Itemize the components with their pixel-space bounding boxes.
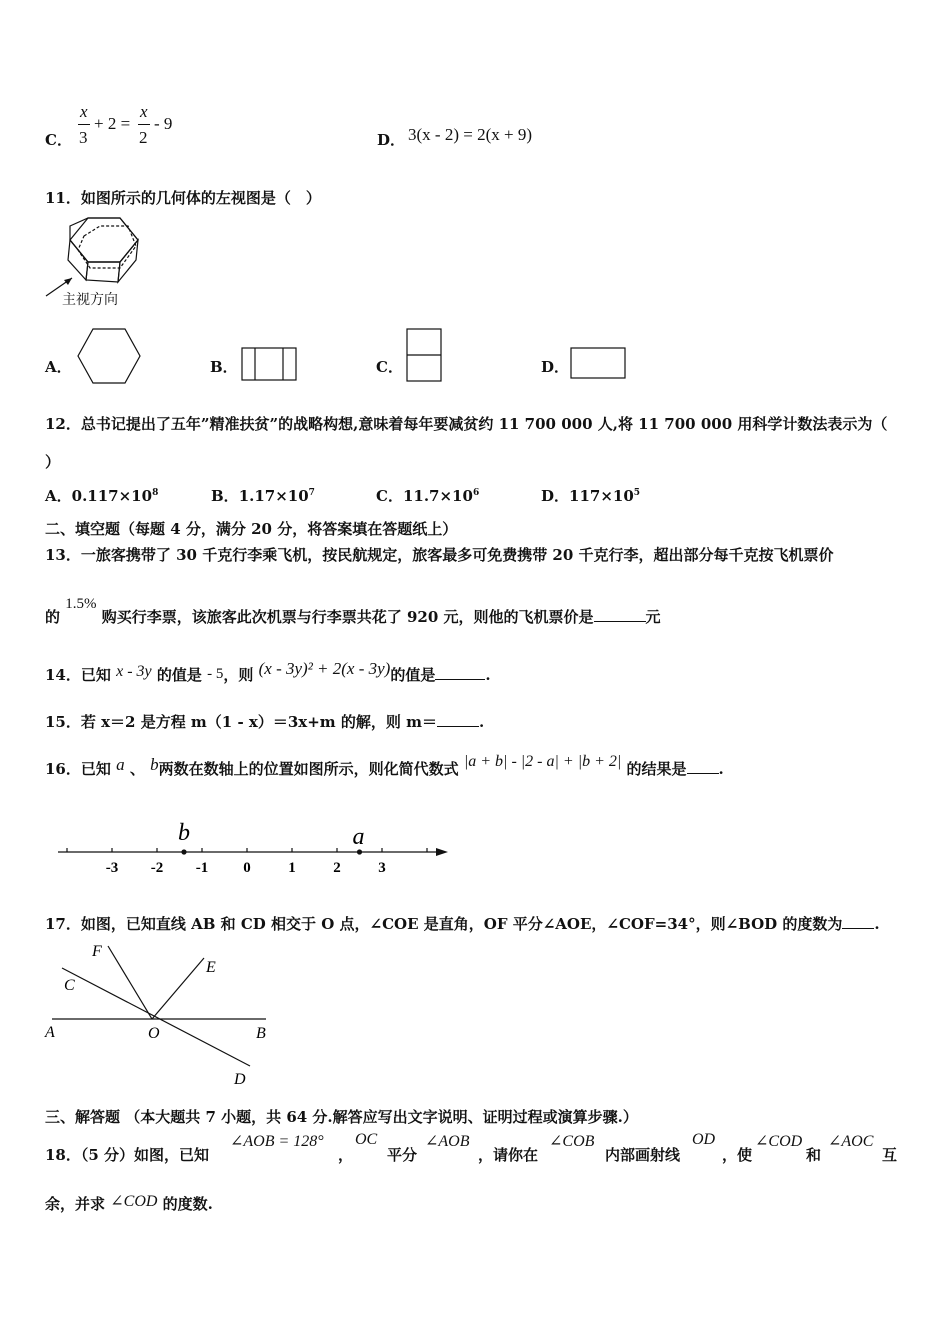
q10-option-d-label: D． (377, 131, 406, 149)
answer-blank[interactable] (435, 679, 485, 680)
q14-mid1: 的值是 (156, 666, 202, 684)
q10-c-mid: + 2 = (94, 114, 131, 133)
q18-draw: 内部画射线 (605, 1146, 681, 1164)
q16-var-b: b (150, 755, 159, 774)
q18-inside: ，请你在 (478, 1146, 539, 1164)
q10-c-den1: 3 (79, 128, 88, 147)
q10-c-tail: - 9 (154, 114, 173, 133)
label-d: D (234, 1071, 246, 1088)
option-label: C． (376, 487, 403, 505)
q18-line2 (45, 1193, 213, 1214)
tick-label: -3 (105, 860, 119, 876)
q12-option-d[interactable] (541, 485, 640, 506)
q18-cod: ∠COD (755, 1133, 803, 1150)
fraction-bar (138, 124, 150, 125)
q18-line2-end: 的度数. (162, 1195, 213, 1213)
q16-dot: . (718, 760, 724, 778)
line-cd (62, 968, 250, 1066)
q12-option-b[interactable] (211, 485, 315, 506)
option-exponent: 5 (633, 488, 641, 498)
q13-pre: 的 (45, 608, 61, 626)
q14-pre: 14．已知 (45, 666, 111, 684)
q18-pre: 18．（5 分）如图，已知 (45, 1146, 210, 1164)
q18-od: OD (692, 1131, 716, 1148)
q12-text-line1: 12．总书记提出了五年”精准扶贫”的战略构想,意味着每年要减贫约 11 700 000 人,将 11 700 000 用科学计数法表示为（ (45, 415, 888, 433)
q18-angle-aob-128: ∠AOB = 128° (230, 1133, 324, 1150)
q11-option-c-label: C． (376, 358, 403, 376)
q17-body: 17．如图，已知直线 AB 和 CD 相交于 O 点，∠COE 是直角，OF 平分∠AOE，∠COF=34°，则∠BOD 的度数为 (45, 915, 843, 933)
answer-blank[interactable] (842, 928, 874, 929)
q18-line2-pre: 余，并求 (45, 1195, 106, 1213)
q13-text-line1: 13．一旅客携带了 30 千克行李乘飞机，按民航规定，旅客最多可免费携带 20 千克行李，超出部分每千克按飞机票价 (45, 546, 834, 564)
answer-blank[interactable] (594, 621, 646, 622)
q10-c-num2: x (140, 102, 148, 121)
point-a (357, 849, 362, 854)
q10-option-c-label: C． (45, 131, 72, 149)
q15-dot: . (478, 713, 485, 731)
q15-body: 15．若 x＝2 是方程 m（1 - x）＝3x+m 的解，则 m＝ (45, 713, 437, 731)
q12-option-a[interactable] (45, 485, 158, 506)
q18-and: 和 (806, 1146, 822, 1164)
tick-label: 3 (378, 860, 386, 876)
q18-cod2: ∠COD (110, 1193, 158, 1210)
q16-pre: 16．已知 (45, 760, 111, 778)
q13-post: 购买行李票，该旅客此次机票与行李票共花了 920 元，则他的飞机票价是 (101, 608, 594, 626)
angle-figure (40, 938, 280, 1090)
q14-value: - 5 (207, 666, 224, 682)
q14-end: 的值是 (390, 666, 436, 684)
q16-end: 的结果是 (626, 760, 687, 778)
q16-var-a: a (116, 755, 125, 774)
option-base: 117×10 (569, 487, 634, 505)
option-base: 1.17×10 (238, 487, 309, 505)
q16-mid: 两数在数轴上的位置如图所示，则化简代数式 (158, 760, 459, 778)
q18-cob: ∠COB (549, 1133, 595, 1150)
q11-text: 11．如图所示的几何体的左视图是（ ） (45, 189, 321, 207)
tick-label: -1 (195, 860, 209, 876)
option-exponent: 8 (152, 488, 159, 498)
q16-expr: |a + b| - |2 - a| + |b + 2| (463, 753, 622, 770)
answer-blank[interactable] (687, 773, 719, 774)
q18-comma: ， (338, 1146, 354, 1164)
q18-aoc: ∠AOC (828, 1133, 874, 1150)
answer-blank[interactable] (437, 726, 479, 727)
q14-expr1: x - 3y (116, 663, 152, 680)
q10-option-d-expression: 3(x - 2) = 2(x + 9) (408, 125, 532, 144)
ray-of (108, 946, 152, 1019)
q12-text-line2: ） (45, 453, 61, 471)
fraction-bar (78, 124, 90, 125)
label-o: O (148, 1025, 160, 1042)
q10-c-num1: x (80, 102, 88, 121)
q11-option-a-label: A． (45, 358, 72, 376)
q18-so: ，使 (722, 1146, 753, 1164)
q14-dot: . (485, 666, 491, 684)
q18-mutual: 互 (882, 1146, 898, 1164)
q13-end: 元 (645, 608, 661, 626)
label-c: C (64, 977, 75, 994)
q18-oc: OC (355, 1131, 378, 1148)
q11-option-d-label: D． (541, 358, 570, 376)
arrow-icon (436, 848, 448, 856)
q17-text (45, 913, 880, 934)
label-b: B (256, 1025, 266, 1042)
q11-option-a-hexagon[interactable] (76, 327, 142, 385)
tick-label: -2 (150, 860, 164, 876)
q17-dot: . (874, 915, 880, 933)
point-b (181, 849, 186, 854)
q16-text (45, 753, 724, 779)
q13-text-line2 (45, 596, 661, 627)
q18-aob: ∠AOB (425, 1133, 470, 1150)
point-a-label: a (352, 824, 365, 850)
label-e: E (206, 959, 216, 976)
section-2-heading: 二、填空题（每题 4 分，满分 20 分，将答案填在答题纸上） (45, 520, 458, 538)
q11-option-c-stacked-rect[interactable] (405, 327, 443, 383)
q14-text (45, 659, 491, 685)
tick-label: 2 (333, 860, 341, 876)
q18-bisect: 平分 (387, 1146, 418, 1164)
label-f: F (92, 943, 102, 960)
q15-text (45, 711, 484, 732)
label-a: A (45, 1024, 55, 1041)
option-base: 0.117×10 (71, 487, 153, 505)
option-label: D． (541, 487, 570, 505)
q11-option-b-label: B． (210, 358, 238, 376)
q10-c-den2: 2 (139, 128, 148, 147)
q16-sep: 、 (129, 760, 145, 778)
view-direction-label: 主视方向 (62, 292, 118, 308)
point-b-label: b (178, 820, 190, 846)
q13-percent: 1.5% (65, 596, 97, 612)
ray-oe (152, 958, 204, 1019)
q11-option-d-rect[interactable] (569, 346, 627, 380)
option-exponent: 6 (472, 488, 480, 498)
option-base: 11.7×10 (402, 487, 473, 505)
tick-label: 0 (243, 860, 251, 876)
q14-expr2: (x - 3y)² + 2(x - 3y) (258, 659, 391, 678)
q12-option-c[interactable] (376, 485, 479, 506)
option-exponent: 7 (308, 488, 315, 498)
number-line (50, 812, 460, 882)
section-3-heading: 三、解答题 （本大题共 7 小题，共 64 分.解答应写出文字说明、证明过程或演算步骤.） (45, 1108, 638, 1126)
q14-mid2: ，则 (223, 666, 254, 684)
option-label: B． (211, 487, 239, 505)
option-label: A． (45, 487, 72, 505)
q18-line1 (45, 1144, 209, 1165)
tick-label: 1 (288, 860, 296, 876)
q11-option-b-three-rect[interactable] (240, 346, 298, 382)
